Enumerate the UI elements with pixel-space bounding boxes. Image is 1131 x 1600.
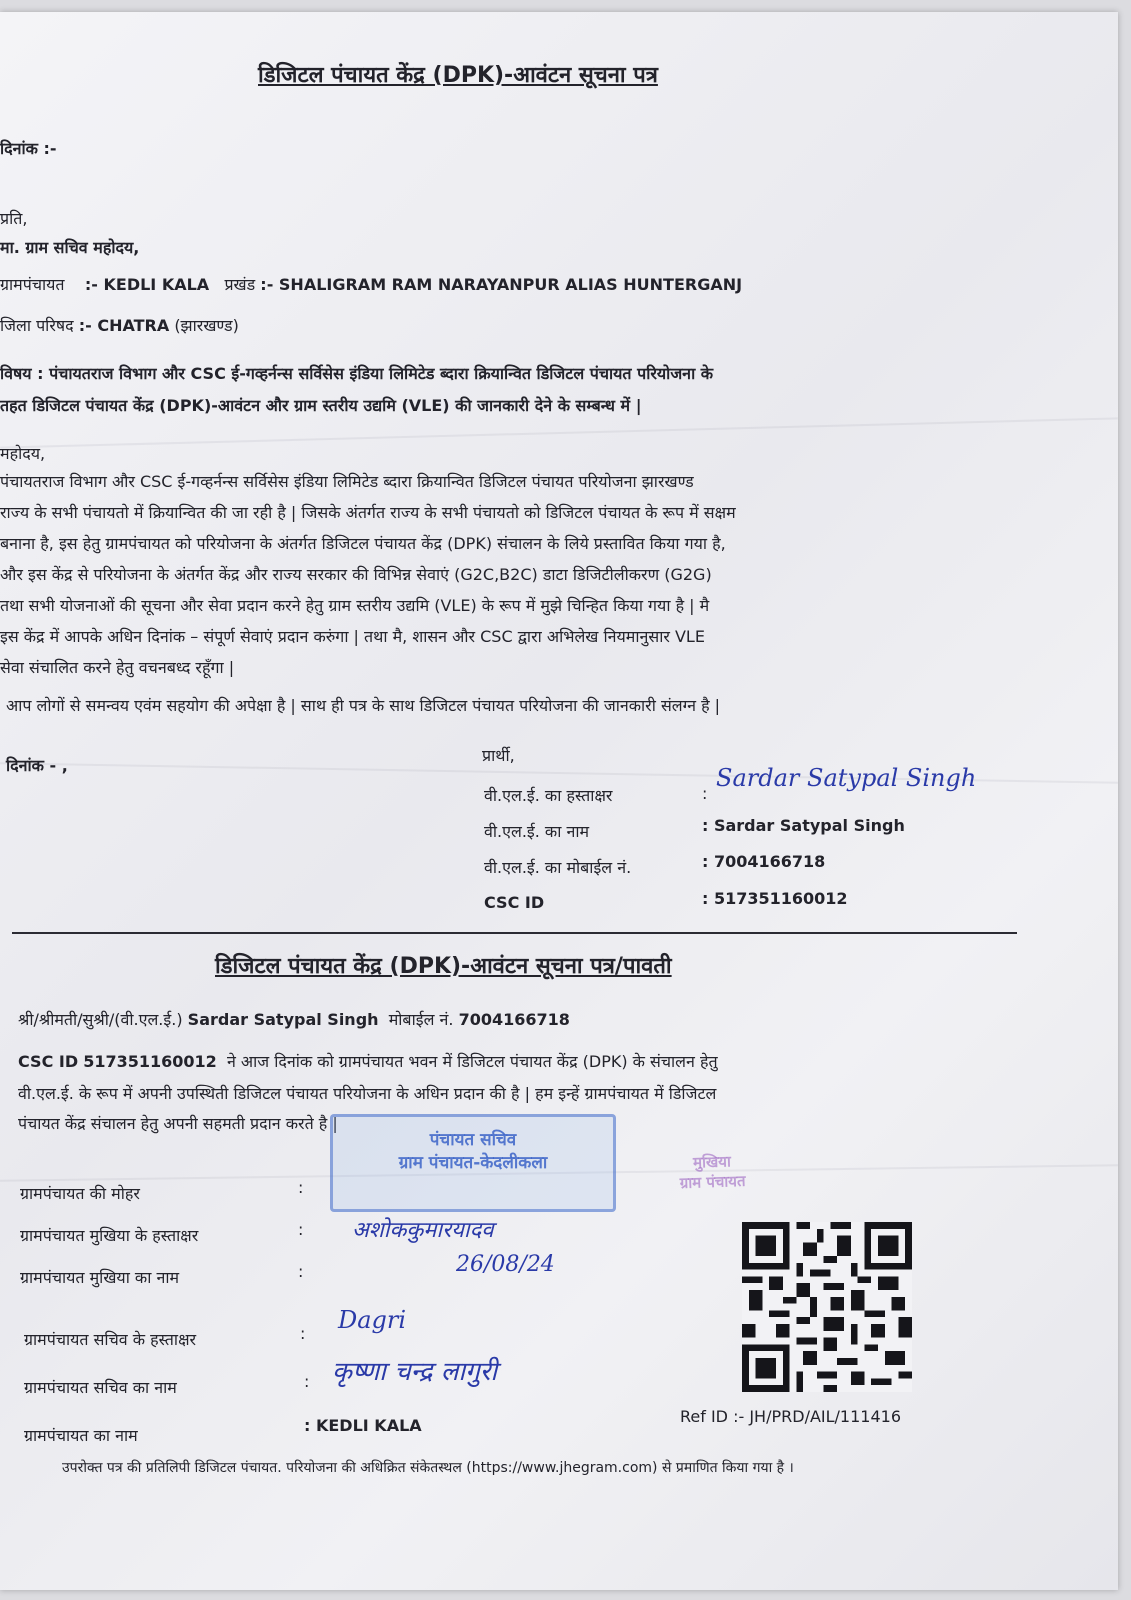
mukhiya-name-colon: :	[298, 1262, 304, 1281]
receipt-mobile: 7004166718	[458, 1010, 570, 1029]
date-label: दिनांक :-	[0, 139, 57, 158]
receipt-line-1	[18, 1050, 718, 1072]
receipt-line-3: पंचायत केंद्र संचालन हेतु अपनी सहमती प्रदान करते है |	[18, 1114, 338, 1133]
mukhiya-date-handwriting: 26/08/24	[456, 1252, 555, 1277]
gram-label: ग्रामपंचायत	[0, 275, 65, 294]
stamp-line-2: ग्राम पंचायत-केदलीकला	[398, 1153, 548, 1173]
section-divider	[12, 932, 1017, 934]
secretary-name-label: ग्रामपंचायत सचिव का नाम	[24, 1378, 177, 1397]
mukhiya-sign-label: ग्रामपंचायत मुखिया के हस्ताक्षर	[20, 1226, 199, 1245]
body-line: तथा सभी योजनाओं की सूचना और सेवा प्रदान करने हेतु ग्राम स्तरीय उद्यमि (VLE) के रूप में मुझे चिन्हित किया गया है | मै	[0, 596, 710, 615]
honorific: श्री/श्रीमती/सुश्री/(वी.एल.ई.)	[18, 1010, 183, 1029]
seal-colon: :	[298, 1178, 304, 1197]
body-line: इस केंद्र में आपके अधिन दिनांक – संपूर्ण सेवाएं प्रदान करुंगा | तथा मै, शासन और CSC द्वारा अभिलेख नियमानुसार VLE	[0, 627, 705, 646]
mukhiya-sign-colon: :	[298, 1220, 304, 1239]
receipt-line-1-text: ने आज दिनांक को ग्रामपंचायत भवन में डिजिटल पंचायत केंद्र (DPK) के संचालन हेतु	[226, 1052, 718, 1071]
panchayat-name-label: ग्रामपंचायत का नाम	[24, 1426, 138, 1445]
addressee: मा. ग्राम सचिव महोदय,	[0, 238, 140, 257]
secretary-stamp	[330, 1114, 616, 1212]
receipt-csc-label: CSC ID	[18, 1052, 79, 1071]
stamp-line-1: पंचायत सचिव	[429, 1130, 517, 1150]
body-paragraph	[0, 466, 1040, 683]
mukhiya-name-label: ग्रामपंचायत मुखिया का नाम	[20, 1268, 180, 1287]
block-value: :- SHALIGRAM RAM NARAYANPUR ALIAS HUNTERGANJ	[260, 275, 743, 294]
applicant-label: प्रार्थी,	[482, 746, 515, 765]
body-line: और इस केंद्र से परियोजना के अंतर्गत केंद्र और राज्य सरकार की विभिन्न सेवाएं (G2C,B2C) डाटा डिजिटीलीकरण (G2G)	[0, 565, 712, 584]
vle-mobile-value: : 7004166718	[702, 852, 826, 871]
salutation: महोदय,	[0, 444, 46, 463]
purple-stamp-line-1: मुखिया	[692, 1152, 732, 1172]
secretary-signature: Dagri	[338, 1306, 407, 1334]
document-page	[0, 12, 1118, 1590]
receipt-vle-name: Sardar Satypal Singh	[187, 1010, 379, 1029]
footer-note: उपरोक्त पत्र की प्रतिलिपी डिजिटल पंचायत. परियोजना की अधिक्रित संकेतस्थल (https://www.jhegram.com) से प्रमाणित किया गया है ।	[62, 1460, 794, 1476]
mobile-label: मोबाईल नं.	[388, 1010, 454, 1029]
body-line: सेवा संचालित करने हेतु वचनबध्द रहूँगा |	[0, 658, 235, 677]
state-label: (झारखण्ड)	[174, 316, 239, 335]
secretary-name-handwriting: कृष्णा चन्द्र लागुरी	[332, 1357, 498, 1387]
body-line: पंचायतराज विभाग और CSC ई-गव्हर्नन्स सर्विसेस इंडिया लिमिटेड ब्दारा क्रियान्वित डिजिटल पंचायत परियोजना झारखण्ड	[0, 472, 694, 491]
paper-crease	[0, 417, 1118, 448]
csc-id-label: CSC ID	[484, 893, 545, 912]
vle-sign-colon: :	[702, 784, 708, 803]
to-label: प्रति,	[0, 209, 28, 228]
vle-line	[18, 1008, 570, 1030]
vle-signature: Sardar Satypal Singh	[716, 764, 977, 792]
purple-stamp-line-2: ग्राम पंचायत	[679, 1171, 746, 1193]
subject-line-1: विषय : पंचायतराज विभाग और CSC ई-गव्हर्नन्स सर्विसेस इंडिया लिमिटेड ब्दारा क्रियान्वित डिजिटल पंचायत परियोजना के	[0, 364, 714, 383]
letter-title: डिजिटल पंचायत केंद्र (DPK)-आवंटन सूचना पत्र	[258, 63, 658, 88]
body-line: राज्य के सभी पंचायतो में क्रियान्वित की जा रही है | जिसके अंतर्गत राज्य के सभी पंचायतो को डिजिटल पंचायत के रूप में सक्षम	[0, 503, 736, 522]
qr-code	[742, 1222, 912, 1392]
seal-label: ग्रामपंचायत की मोहर	[20, 1184, 140, 1203]
gram-panchayat-row	[0, 273, 742, 295]
receipt-line-2: वी.एल.ई. के रूप में अपनी उपस्थिती डिजिटल पंचायत परियोजना के अधिन प्रदान की है | हम इन्हें ग्रामपंचायत में डिजिटल	[18, 1084, 717, 1103]
secretary-name-colon: :	[304, 1372, 310, 1391]
vle-name-label: वी.एल.ई. का नाम	[484, 822, 590, 841]
date2-label: दिनांक - ,	[6, 756, 68, 775]
secretary-sign-label: ग्रामपंचायत सचिव के हस्ताक्षर	[24, 1330, 197, 1349]
qr-finder-top-right	[864, 1222, 912, 1270]
vle-mobile-label: वी.एल.ई. का मोबाईल नं.	[484, 858, 632, 877]
secretary-sign-colon: :	[300, 1324, 306, 1343]
qr-finder-top-left	[742, 1222, 790, 1270]
subject-line-2: तहत डिजिटल पंचायत केंद्र (DPK)-आवंटन और ग्राम स्तरीय उद्यमि (VLE) की जानकारी देने के सम्बन्ध में |	[0, 396, 642, 415]
csc-id-value: : 517351160012	[702, 889, 848, 908]
panchayat-name-value: : KEDLI KALA	[304, 1416, 422, 1435]
vle-sign-label: वी.एल.ई. का हस्ताक्षर	[484, 786, 613, 805]
mukhiya-signature: अशोककुमारयादव	[352, 1218, 494, 1243]
receipt-title: डिजिटल पंचायत केंद्र (DPK)-आवंटन सूचना पत्र/पावती	[215, 954, 672, 979]
district-row	[0, 314, 239, 336]
gram-value: :- KEDLI KALA	[84, 275, 210, 294]
qr-finder-bottom-left	[742, 1344, 790, 1392]
closing-line: आप लोगों से समन्वय एवंम सहयोग की अपेक्षा है | साथ ही पत्र के साथ डिजिटल पंचायत परियोजना की जानकारी संलग्न है |	[6, 696, 721, 715]
district-label: जिला परिषद	[0, 316, 74, 335]
ref-id: Ref ID :- JH/PRD/AIL/111416	[680, 1407, 901, 1426]
district-value: :- CHATRA	[78, 316, 170, 335]
receipt-csc-id: 517351160012	[83, 1052, 217, 1071]
vle-name-value: : Sardar Satypal Singh	[702, 816, 905, 835]
body-line: बनाना है, इस हेतु ग्रामपंचायत को परियोजना के अंतर्गत डिजिटल पंचायत केंद्र (DPK) संचालन के लिये प्रस्तावित किया गया है,	[0, 534, 726, 553]
block-label: प्रखंड	[224, 275, 256, 294]
